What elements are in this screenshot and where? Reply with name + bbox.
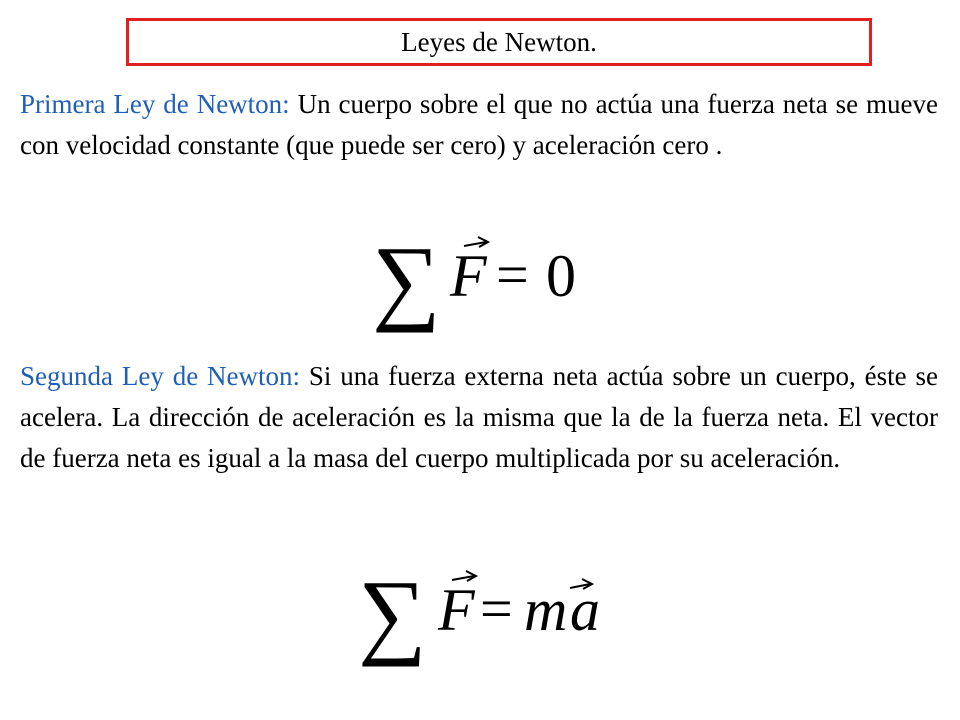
second-law-formula (358, 560, 620, 667)
second-law-paragraph (20, 356, 938, 479)
second-law-text: Si una fuerza externa neta actúa sobre un cuerpo, éste se acelera. La dirección de aceleración es la misma que la de la fuerza neta. El vector de fuerza neta es igual a la masa del cuerpo multiplicada por su aceleración. (20, 361, 939, 473)
second-law-name: Segunda Ley de Newton: (20, 361, 301, 391)
first-law-paragraph (20, 84, 938, 166)
equals-sign: = (480, 576, 513, 641)
page-title: Leyes de Newton. (401, 26, 597, 57)
first-law-name: Primera Ley de Newton: (20, 89, 290, 119)
equals-sign: = (496, 242, 529, 307)
acceleration-variable: a (570, 577, 600, 643)
sum-symbol: ∑ (358, 560, 427, 667)
second-law-formula-graphic (358, 560, 620, 667)
sum-symbol: ∑ (372, 226, 441, 333)
force-variable: F (438, 577, 475, 643)
title-box (126, 18, 872, 66)
force-variable: F (450, 243, 487, 309)
zero-value: 0 (546, 243, 576, 309)
first-law-formula-graphic (372, 226, 602, 333)
first-law-text: Un cuerpo sobre el que no actúa una fuerza neta se mueve con velocidad constante (que puede ser cero) y aceleración cero . (20, 89, 938, 160)
first-law-formula (372, 226, 602, 333)
mass-variable: m (524, 577, 568, 643)
